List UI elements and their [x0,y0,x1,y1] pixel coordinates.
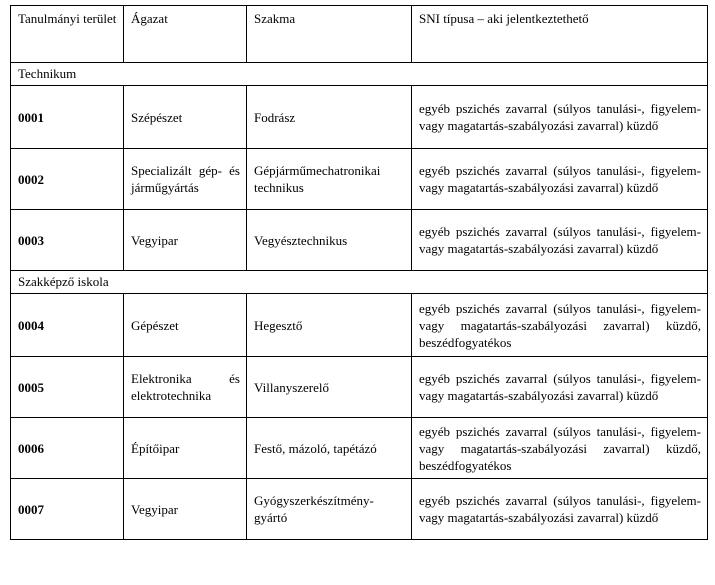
row-profession: Vegyésztechnikus [247,210,412,271]
table-row [11,210,708,271]
row-code: 0007 [11,479,124,540]
row-sni: egyéb pszichés zavarral (súlyos tanulási-, figyelem- vagy magatartás-szabályozási zavarral) küzdő [412,149,708,210]
row-sni: egyéb pszichés zavarral (súlyos tanulási-, figyelem- vagy magatartás-szabályozási zavarral) küzdő [412,479,708,540]
row-sector: Gépészet [124,294,247,357]
table-row [11,149,708,210]
row-sector: Vegyipar [124,479,247,540]
row-profession: Hegesztő [247,294,412,357]
table-row [11,86,708,149]
row-sector: Vegyipar [124,210,247,271]
row-profession: Fodrász [247,86,412,149]
row-code: 0002 [11,149,124,210]
table-row [11,357,708,418]
table-row [11,479,708,540]
header-area: Tanulmányi terület [11,6,124,63]
header-sector: Ágazat [124,6,247,63]
row-profession: Gépjárműmechatronikai technikus [247,149,412,210]
header-profession: Szakma [247,6,412,63]
header-sni-type: SNI típusa – aki jelentkeztethető [412,6,708,63]
sni-table [10,5,708,540]
row-sector: Szépészet [124,86,247,149]
row-code: 0003 [11,210,124,271]
section-row-technikum [11,63,708,86]
row-sni: egyéb pszichés zavarral (súlyos tanulási-, figyelem- vagy magatartás-szabályozási zavarral) küzdő [412,357,708,418]
row-sector: Specializált gép- és járműgyártás [124,149,247,210]
row-profession: Festő, mázoló, tapétázó [247,418,412,479]
row-sni: egyéb pszichés zavarral (súlyos tanulási-, figyelem- vagy magatartás-szabályozási zavarral) küzdő, beszédfogyatékos [412,294,708,357]
document-page [10,5,707,540]
row-code: 0006 [11,418,124,479]
table-row [11,294,708,357]
table-row [11,418,708,479]
row-profession: Villanyszerelő [247,357,412,418]
row-sector: Építőipar [124,418,247,479]
row-sector: Elektronika és elektrotechnika [124,357,247,418]
section-row-szakkepzo-iskola [11,271,708,294]
row-sni: egyéb pszichés zavarral (súlyos tanulási-, figyelem- vagy magatartás-szabályozási zavarral) küzdő [412,210,708,271]
section-title: Szakképző iskola [11,271,708,294]
row-code: 0005 [11,357,124,418]
section-title: Technikum [11,63,708,86]
row-code: 0001 [11,86,124,149]
row-profession: Gyógyszerkészítmény-gyártó [247,479,412,540]
row-sni: egyéb pszichés zavarral (súlyos tanulási-, figyelem- vagy magatartás-szabályozási zavarral) küzdő [412,86,708,149]
row-sni: egyéb pszichés zavarral (súlyos tanulási-, figyelem- vagy magatartás-szabályozási zavarral) küzdő, beszédfogyatékos [412,418,708,479]
row-code: 0004 [11,294,124,357]
table-header-row [11,6,708,63]
